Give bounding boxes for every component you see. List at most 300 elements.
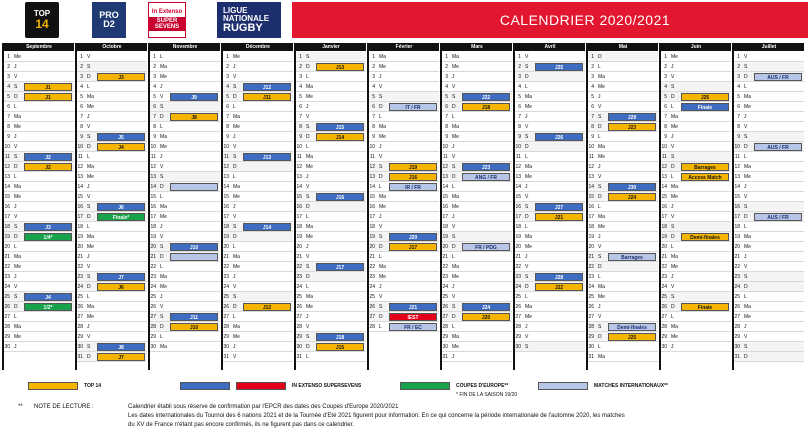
day-number: 26 <box>588 304 594 310</box>
weekday-letter: D <box>744 354 748 360</box>
weekday-letter: Me <box>14 264 21 270</box>
weekday-letter: V <box>14 74 18 80</box>
day-number: 12 <box>734 164 740 170</box>
day-cell <box>734 92 804 102</box>
day-cell <box>515 152 585 162</box>
day-number: 1 <box>299 54 302 60</box>
event-top14: J22 <box>535 283 583 291</box>
day-cell <box>296 182 366 192</box>
day-number: 28 <box>223 324 229 330</box>
day-cell <box>661 72 731 82</box>
day-number: 7 <box>153 114 156 120</box>
day-number: 18 <box>223 224 229 230</box>
day-cell <box>77 302 147 312</box>
day-cell <box>296 162 366 172</box>
weekday-letter: D <box>525 144 529 150</box>
weekday-letter: Ma <box>87 94 94 100</box>
weekday-letter: J <box>744 254 747 260</box>
day-number: 12 <box>223 164 229 170</box>
day-number: 31 <box>77 354 83 360</box>
weekday-letter: Ma <box>452 194 459 200</box>
day-number: 18 <box>442 224 448 230</box>
weekday-letter: D <box>160 324 164 330</box>
weekday-letter: Me <box>452 204 459 210</box>
day-cell <box>4 122 74 132</box>
day-number: 26 <box>442 304 448 310</box>
day-number: 14 <box>369 184 375 190</box>
day-cell <box>588 282 658 292</box>
weekday-letter: L <box>671 244 674 250</box>
day-number: 2 <box>153 64 156 70</box>
day-number: 7 <box>591 114 594 120</box>
day-number: 5 <box>226 94 229 100</box>
day-cell <box>77 252 147 262</box>
day-cell <box>442 332 512 342</box>
day-cell <box>150 122 220 132</box>
weekday-letter: S <box>160 174 164 180</box>
top14-logo-text: TOP <box>33 9 51 18</box>
day-cell <box>442 142 512 152</box>
day-cell <box>77 212 147 222</box>
day-number: 4 <box>518 84 521 90</box>
weekday-letter: D <box>452 314 456 320</box>
weekday-letter: Me <box>744 244 751 250</box>
event-top14: J10 <box>170 323 218 331</box>
day-number: 1 <box>153 54 156 60</box>
weekday-letter: D <box>452 244 456 250</box>
day-cell <box>223 342 293 352</box>
day-cell <box>369 322 439 332</box>
day-cell <box>4 312 74 322</box>
weekday-letter: S <box>233 154 237 160</box>
day-number: 30 <box>588 344 594 350</box>
weekday-letter: Me <box>598 294 605 300</box>
weekday-letter: Ma <box>306 224 313 230</box>
day-number: 11 <box>77 154 83 160</box>
weekday-letter: D <box>87 144 91 150</box>
weekday-letter: L <box>598 344 601 350</box>
day-cell <box>442 52 512 62</box>
day-cell <box>223 182 293 192</box>
day-number: 25 <box>150 294 156 300</box>
weekday-letter: Ma <box>14 324 21 330</box>
day-cell <box>77 142 147 152</box>
weekday-letter: S <box>671 154 675 160</box>
weekday-letter: L <box>598 204 601 210</box>
day-number: 15 <box>150 194 156 200</box>
day-number: 9 <box>372 134 375 140</box>
day-number: 6 <box>664 104 667 110</box>
event-top14: J20 <box>462 313 510 321</box>
day-number: 20 <box>4 244 10 250</box>
day-cell <box>661 122 731 132</box>
weekday-letter: J <box>306 244 309 250</box>
day-number: 1 <box>80 54 83 60</box>
day-number: 6 <box>372 104 375 110</box>
day-cell <box>150 182 220 192</box>
weekday-letter: D <box>87 74 91 80</box>
day-number: 19 <box>734 234 740 240</box>
day-cell <box>4 212 74 222</box>
event-prod2: J16 <box>316 193 364 201</box>
day-number: 21 <box>77 254 83 260</box>
day-cell <box>77 72 147 82</box>
day-number: 16 <box>77 204 83 210</box>
weekday-letter: L <box>598 64 601 70</box>
weekday-letter: L <box>379 254 382 260</box>
weekday-letter: L <box>233 244 236 250</box>
weekday-letter: D <box>379 244 383 250</box>
column-separator <box>148 43 150 370</box>
day-cell <box>369 302 439 312</box>
day-number: 8 <box>7 124 10 130</box>
day-cell <box>734 172 804 182</box>
day-cell <box>442 182 512 192</box>
weekday-letter: S <box>87 274 91 280</box>
day-number: 29 <box>296 334 302 340</box>
weekday-letter: V <box>744 54 748 60</box>
day-cell <box>442 352 512 362</box>
weekday-letter: L <box>452 254 455 260</box>
weekday-letter: S <box>306 194 310 200</box>
weekday-letter: Ma <box>306 84 313 90</box>
day-number: 22 <box>734 264 740 270</box>
day-number: 18 <box>515 224 521 230</box>
weekday-letter: D <box>14 164 18 170</box>
legend-swatch <box>28 382 78 390</box>
day-cell <box>515 72 585 82</box>
event-top14: J15 <box>316 343 364 351</box>
day-cell <box>661 312 731 322</box>
day-cell <box>588 62 658 72</box>
weekday-letter: L <box>14 314 17 320</box>
weekday-letter: S <box>671 294 675 300</box>
day-cell <box>296 272 366 282</box>
weekday-letter: J <box>14 204 17 210</box>
day-cell <box>77 182 147 192</box>
day-cell <box>369 272 439 282</box>
weekday-letter: Me <box>671 264 678 270</box>
day-number: 15 <box>734 194 740 200</box>
day-cell <box>442 342 512 352</box>
day-number: 17 <box>369 214 375 220</box>
weekday-letter: D <box>379 174 383 180</box>
day-number: 23 <box>223 274 229 280</box>
day-cell <box>77 332 147 342</box>
day-number: 8 <box>372 124 375 130</box>
day-number: 31 <box>588 354 594 360</box>
day-cell <box>223 302 293 312</box>
day-cell <box>734 152 804 162</box>
day-cell <box>4 132 74 142</box>
day-cell <box>734 282 804 292</box>
day-cell <box>661 242 731 252</box>
weekday-letter: S <box>452 234 456 240</box>
day-cell <box>223 332 293 342</box>
weekday-letter: S <box>744 64 748 70</box>
day-number: 26 <box>515 304 521 310</box>
day-cell <box>734 202 804 212</box>
weekday-letter: J <box>14 64 17 70</box>
weekday-letter: V <box>744 194 748 200</box>
day-cell <box>77 112 147 122</box>
day-number: 10 <box>515 144 521 150</box>
day-number: 16 <box>661 204 667 210</box>
day-cell <box>515 252 585 262</box>
day-number: 15 <box>223 194 229 200</box>
weekday-letter: Ma <box>233 184 240 190</box>
day-cell <box>77 132 147 142</box>
lnr-logo-line3: RUGBY <box>223 21 263 34</box>
day-number: 14 <box>588 184 594 190</box>
day-number: 25 <box>4 294 10 300</box>
event-top14: Access Match <box>681 173 729 181</box>
event-super: IEST <box>389 313 437 321</box>
event-coupe: 1/2* <box>24 303 72 311</box>
day-number: 12 <box>661 164 667 170</box>
day-number: 7 <box>518 114 521 120</box>
day-number: 2 <box>226 64 229 70</box>
day-cell <box>296 72 366 82</box>
weekday-letter: V <box>233 144 237 150</box>
day-cell <box>734 132 804 142</box>
day-cell <box>4 272 74 282</box>
day-number: 25 <box>77 294 83 300</box>
day-number: 25 <box>734 294 740 300</box>
day-number: 28 <box>442 324 448 330</box>
day-cell <box>77 152 147 162</box>
weekday-letter: V <box>525 264 529 270</box>
day-cell <box>296 202 366 212</box>
day-number: 21 <box>588 254 594 260</box>
day-number: 1 <box>591 54 594 60</box>
day-number: 11 <box>661 154 667 160</box>
day-cell <box>150 212 220 222</box>
event-prod2: J25 <box>535 63 583 71</box>
weekday-letter: Ma <box>160 64 167 70</box>
day-cell <box>150 282 220 292</box>
day-number: 9 <box>226 134 229 140</box>
event-top14: J24 <box>608 193 656 201</box>
weekday-letter: D <box>744 144 748 150</box>
day-number: 2 <box>299 64 302 70</box>
day-cell <box>77 52 147 62</box>
weekday-letter: V <box>525 334 529 340</box>
day-cell <box>369 142 439 152</box>
weekday-letter: J <box>598 304 601 310</box>
weekday-letter: L <box>87 224 90 230</box>
weekday-letter: L <box>525 294 528 300</box>
weekday-letter: L <box>306 144 309 150</box>
legend-item-top14 <box>28 382 101 390</box>
day-number: 13 <box>4 174 10 180</box>
weekday-letter: D <box>379 104 383 110</box>
day-cell <box>588 212 658 222</box>
day-cell <box>369 112 439 122</box>
day-number: 13 <box>150 174 156 180</box>
day-number: 6 <box>7 104 10 110</box>
day-cell <box>296 112 366 122</box>
event-prod2: J8 <box>97 343 145 351</box>
event-inter <box>170 183 218 191</box>
weekday-letter: J <box>671 64 674 70</box>
weekday-letter: V <box>598 104 602 110</box>
day-cell <box>150 322 220 332</box>
weekday-letter: Me <box>233 264 240 270</box>
day-cell <box>4 72 74 82</box>
day-cell <box>734 292 804 302</box>
day-number: 2 <box>664 64 667 70</box>
weekday-letter: V <box>598 314 602 320</box>
day-cell <box>77 242 147 252</box>
day-number: 16 <box>4 204 10 210</box>
month-header: Novembre <box>150 43 220 51</box>
column-separator <box>2 43 4 370</box>
day-cell <box>223 252 293 262</box>
weekday-letter: Me <box>525 244 532 250</box>
weekday-letter: S <box>671 84 675 90</box>
weekday-letter: V <box>671 284 675 290</box>
day-cell <box>515 212 585 222</box>
weekday-letter: V <box>14 284 18 290</box>
lnr-logo-line2: NATIONALE <box>223 13 270 23</box>
weekday-letter: D <box>598 264 602 270</box>
day-number: 14 <box>734 184 740 190</box>
weekday-letter: L <box>671 104 674 110</box>
day-number: 22 <box>150 264 156 270</box>
weekday-letter: Ma <box>525 94 532 100</box>
day-cell <box>369 92 439 102</box>
month-header: Septembre <box>4 43 74 51</box>
day-number: 9 <box>518 134 521 140</box>
day-cell <box>223 292 293 302</box>
day-number: 28 <box>515 324 521 330</box>
day-number: 20 <box>661 244 667 250</box>
day-number: 14 <box>223 184 229 190</box>
day-number: 20 <box>150 244 156 250</box>
day-cell <box>296 92 366 102</box>
day-cell <box>588 202 658 212</box>
day-cell <box>588 152 658 162</box>
weekday-letter: Ma <box>525 234 532 240</box>
weekday-letter: Me <box>306 234 313 240</box>
event-prod2: J27 <box>535 203 583 211</box>
weekday-letter: V <box>233 74 237 80</box>
weekday-letter: D <box>14 234 18 240</box>
day-number: 13 <box>588 174 594 180</box>
day-number: 4 <box>372 84 375 90</box>
event-prod2: J28 <box>535 273 583 281</box>
day-cell <box>77 262 147 272</box>
day-number: 30 <box>734 344 740 350</box>
day-cell <box>223 82 293 92</box>
day-number: 4 <box>80 84 83 90</box>
day-number: 5 <box>80 94 83 100</box>
day-cell <box>442 122 512 132</box>
day-cell <box>150 302 220 312</box>
day-number: 24 <box>734 284 740 290</box>
weekday-letter: L <box>233 104 236 110</box>
day-cell <box>369 152 439 162</box>
day-cell <box>588 342 658 352</box>
weekday-letter: S <box>525 64 529 70</box>
day-cell <box>4 152 74 162</box>
day-number: 31 <box>223 354 229 360</box>
day-cell <box>4 142 74 152</box>
day-cell <box>4 262 74 272</box>
event-prod2: J23 <box>462 163 510 171</box>
calendar-grid <box>2 43 806 370</box>
day-number: 3 <box>80 74 83 80</box>
event-prod2: J6 <box>97 203 145 211</box>
day-cell <box>588 232 658 242</box>
column-separator <box>367 43 369 370</box>
weekday-letter: J <box>87 254 90 260</box>
day-number: 23 <box>77 274 83 280</box>
weekday-letter: L <box>306 74 309 80</box>
day-number: 30 <box>442 344 448 350</box>
day-cell <box>296 222 366 232</box>
day-cell <box>515 182 585 192</box>
day-number: 21 <box>150 254 156 260</box>
day-number: 1 <box>737 54 740 60</box>
weekday-letter: J <box>87 114 90 120</box>
day-number: 19 <box>223 234 229 240</box>
weekday-letter: S <box>87 134 91 140</box>
weekday-letter: Ma <box>452 334 459 340</box>
weekday-letter: D <box>671 234 675 240</box>
day-number: 23 <box>588 274 594 280</box>
weekday-letter: Me <box>87 244 94 250</box>
day-number: 6 <box>299 104 302 110</box>
weekday-letter: J <box>671 344 674 350</box>
day-number: 18 <box>150 224 156 230</box>
day-number: 31 <box>296 354 302 360</box>
event-prod2: J22 <box>462 93 510 101</box>
day-number: 20 <box>515 244 521 250</box>
weekday-letter: S <box>87 64 91 70</box>
weekday-letter: J <box>306 314 309 320</box>
day-cell <box>515 322 585 332</box>
weekday-letter: L <box>525 224 528 230</box>
day-number: 2 <box>372 64 375 70</box>
day-cell <box>442 232 512 242</box>
legend-footnote: * FIN DE LA SAISON 19/20 <box>456 392 518 398</box>
day-cell <box>4 52 74 62</box>
day-number: 2 <box>445 64 448 70</box>
day-cell <box>296 352 366 362</box>
day-number: 24 <box>4 284 10 290</box>
day-cell <box>734 272 804 282</box>
day-number: 17 <box>150 214 156 220</box>
event-top14: J8 <box>170 113 218 121</box>
day-cell <box>150 232 220 242</box>
day-cell <box>77 272 147 282</box>
day-number: 10 <box>442 144 448 150</box>
weekday-letter: V <box>452 294 456 300</box>
day-cell <box>734 72 804 82</box>
day-number: 5 <box>372 94 375 100</box>
day-number: 19 <box>588 234 594 240</box>
day-cell <box>223 52 293 62</box>
weekday-letter: Ma <box>598 144 605 150</box>
day-number: 7 <box>737 114 740 120</box>
day-number: 8 <box>226 124 229 130</box>
day-number: 30 <box>661 344 667 350</box>
day-cell <box>77 82 147 92</box>
day-number: 12 <box>296 164 302 170</box>
day-cell <box>150 172 220 182</box>
